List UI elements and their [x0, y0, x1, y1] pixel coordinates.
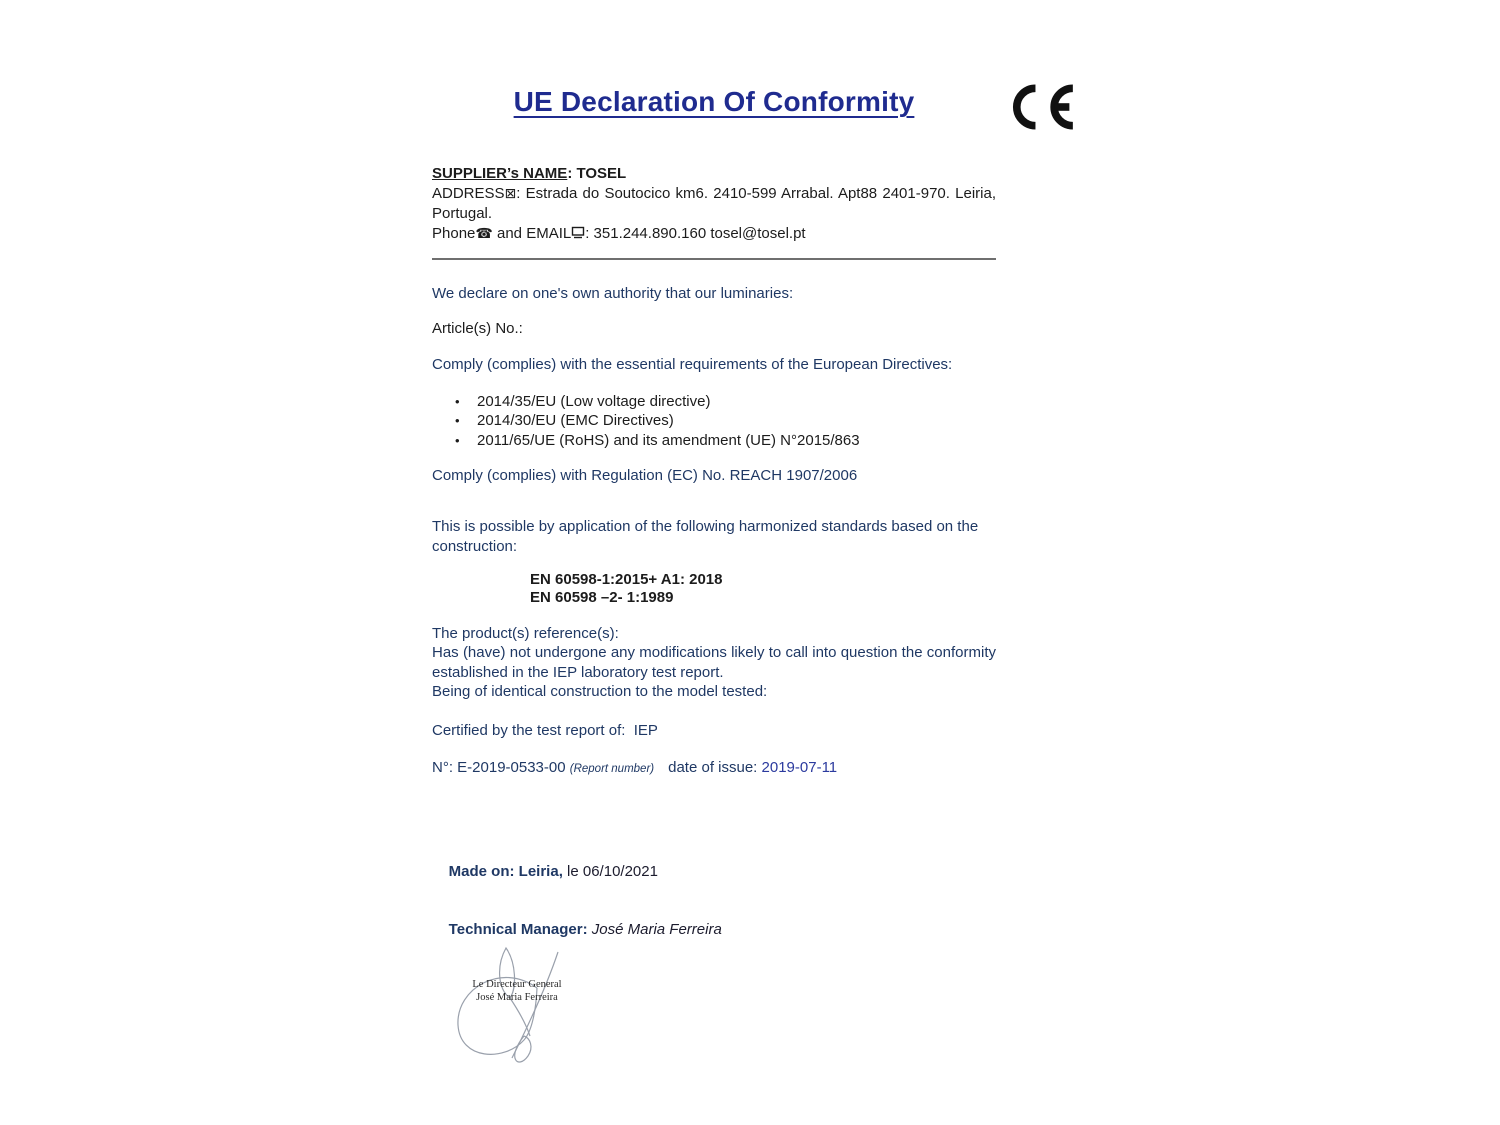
envelope-icon: ⊠: [504, 185, 517, 202]
stamp-line-2: José Maria Ferreira: [476, 992, 558, 1003]
section-divider: [432, 258, 996, 260]
modifications-line: Has (have) not undergone any modifications likely to call into question the conformity established in the IEP laboratory test report.: [432, 644, 996, 681]
directive-item: • 2014/30/EU (EMC Directives): [455, 412, 674, 430]
directives-list: [455, 392, 996, 450]
issue-date-value: 2019-07-11: [761, 759, 838, 776]
directive-item: • 2014/35/EU (Low voltage directive): [455, 393, 711, 410]
issue-date-label: date of issue:: [668, 759, 762, 776]
standards-intro-line: This is possible by application of the following harmonized standards based on the construction:: [432, 518, 979, 555]
contact-value: : 351.244.890.160 tosel@tosel.pt: [585, 225, 806, 243]
supplier-name-value: : TOSEL: [567, 165, 627, 182]
phone-icon: ☎: [475, 226, 493, 243]
technical-manager-name: José Maria Ferreira: [587, 921, 722, 938]
standard-item: EN 60598-1:2015+ A1: 2018: [530, 571, 723, 588]
address-label: ADDRESS: [432, 184, 505, 202]
declaration-authority-line: We declare on one's own authority that our luminaries:: [432, 285, 794, 302]
bullet-icon: •: [455, 432, 460, 448]
report-number-note: (Report number): [569, 763, 655, 775]
bullet-icon: •: [455, 394, 460, 409]
harmonized-standards-list: [530, 571, 930, 606]
report-number-line: [432, 759, 996, 776]
directives-intro-line: Comply (complies) with the essential requirements of the European Directives:: [432, 356, 953, 373]
standard-item: EN 60598 –2- 1:1989: [530, 588, 674, 606]
report-number: N°: E-2019-0533-00: [432, 759, 570, 776]
bullet-icon: •: [455, 413, 460, 429]
made-on-line: [432, 846, 996, 897]
phone-label: Phone: [432, 225, 476, 243]
made-on-value: le 06/10/2021: [562, 863, 658, 880]
computer-icon: [571, 226, 585, 239]
supplier-name-label: SUPPLIER’s NAME: [432, 165, 568, 182]
identical-construction-line: Being of identical construction to the model tested:: [432, 683, 768, 701]
product-statements-block: [432, 624, 996, 702]
stamp-line-1: Le Directeur General: [472, 979, 562, 990]
technical-manager-label: Technical Manager:: [448, 921, 588, 938]
director-stamp-text: [462, 978, 572, 1004]
ce-mark-logo: [1005, 80, 1077, 134]
product-reference-line: The product(s) reference(s):: [432, 625, 619, 642]
made-on-label: Made on: Leiria,: [448, 863, 563, 880]
directive-item: • 2011/65/UE (RoHS) and its amendment (UE) N°2015/863: [455, 431, 860, 449]
and-email-label: and EMAIL: [492, 225, 572, 243]
certified-by-line: Certified by the test report of: IEP: [432, 722, 658, 739]
reach-regulation-line: Comply (complies) with Regulation (EC) No. REACH 1907/2006: [432, 467, 858, 484]
document-title: UE Declaration Of Conformity: [513, 86, 915, 117]
articles-number-line: Article(s) No.:: [432, 320, 523, 337]
supplier-block: [432, 164, 996, 245]
address-value: : Estrada do Soutocico km6. 2410-599 Arrabal. Apt88 2401-970. Leiria, Portugal.: [432, 184, 996, 223]
